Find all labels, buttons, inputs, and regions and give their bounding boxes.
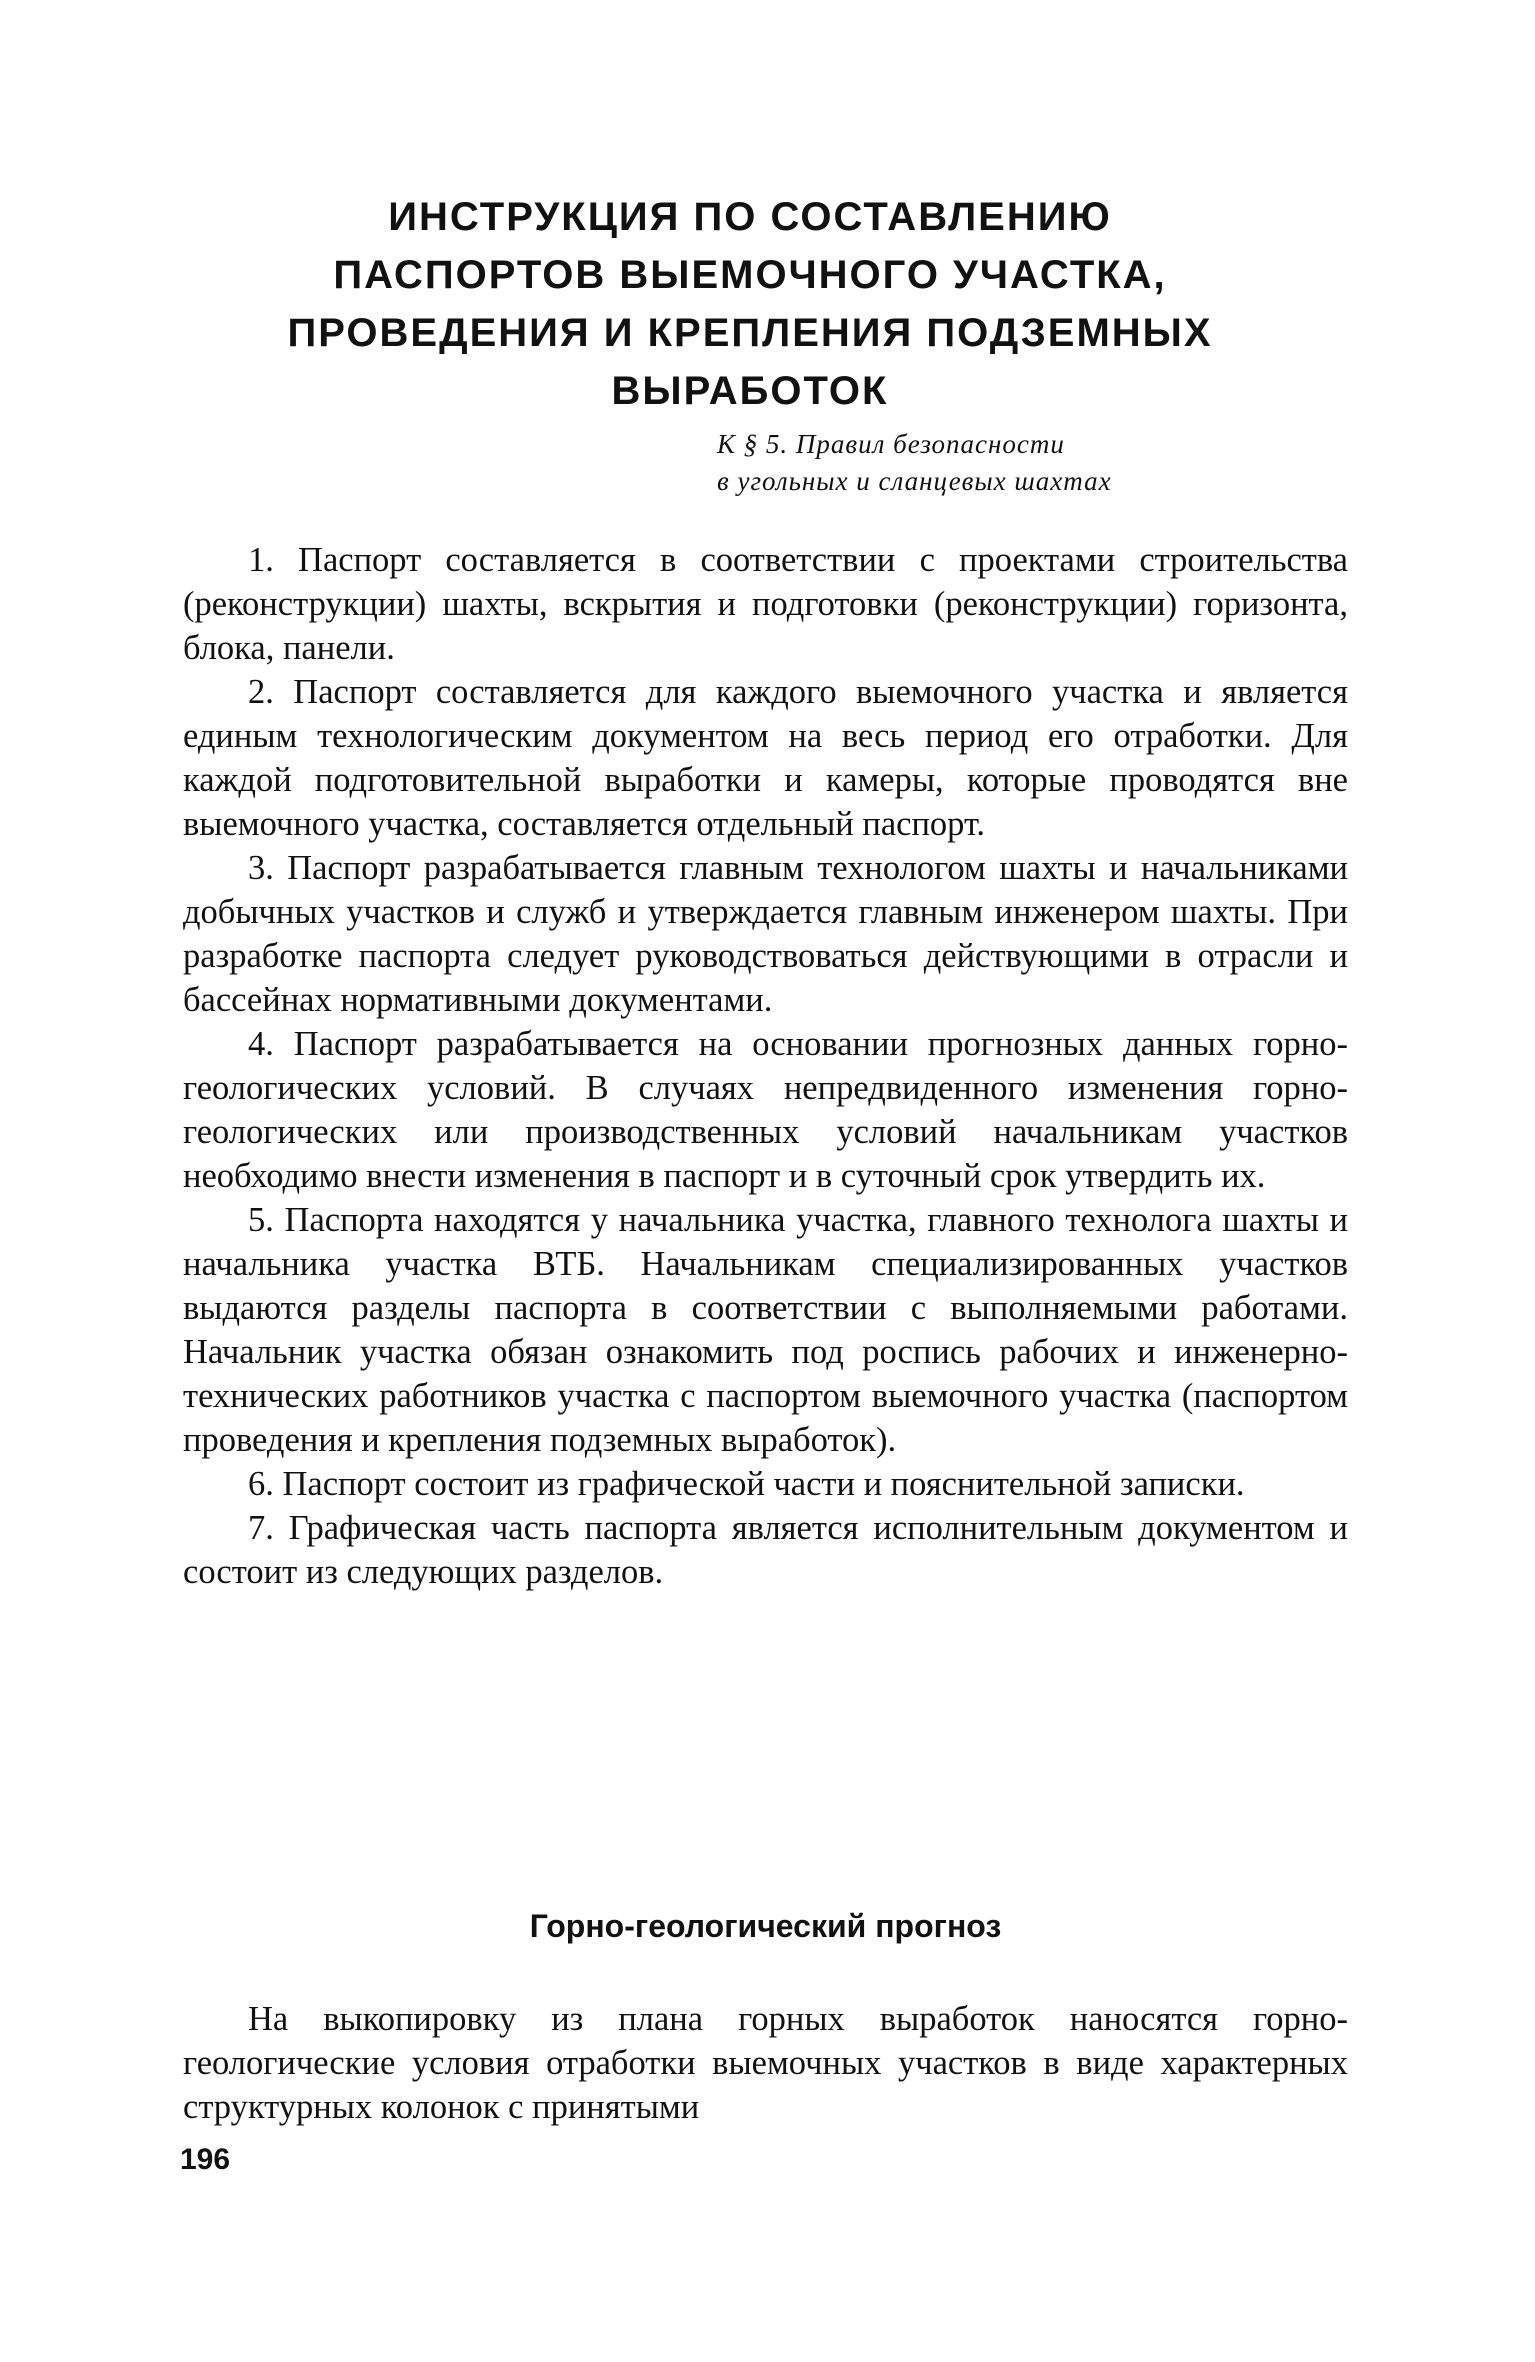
document-title [150,188,1350,420]
paragraph-5: 5. Паспорта находятся у начальника участка, главного технолога шахты и начальника участка ВТБ. Начальникам специализированных участков выдаются разделы паспорта в соответствии с выполняемыми работами. Начальник участка обязан ознакомить под роспись рабочих и инженерно-технических работников участка с паспортом выемочного участка (паспортом проведения и крепления подземных выработок). [183,1201,1348,1459]
epigraph [717,426,1317,500]
paragraph-1: 1. Паспорт составляется в соответствии с проектами строительства (реконструкции) шахты, вскрытия и подготовки (реконструкции) горизонта, блока, панели. [183,541,1348,667]
paragraph-3: 3. Паспорт разрабатывается главным технологом шахты и начальниками добычных участков и служб и утверждается главным инженером шахты. При разработке паспорта следует руководствоваться действующими в отрасли и бассейнах нормативными документами. [183,849,1348,1019]
paragraph-7: 7. Графическая часть паспорта является исполнительным документом и состоит из следующих разделов. [183,1509,1348,1591]
paragraph-6: 6. Паспорт состоит из графической части и пояснительной записки. [248,1465,1245,1503]
page-number: 196 [180,2143,231,2176]
title-line: ИНСТРУКЦИЯ ПО СОСТАВЛЕНИЮ [388,195,1112,239]
paragraph-4: 4. Паспорт разрабатывается на основании прогнозных данных горно-геологических условий. В случаях непредвиденного изменения горно-геологических или производственных условий начальникам участков необходимо внести изменения в паспорт и в суточный срок утвердить их. [183,1025,1348,1195]
body-text [183,538,1348,1594]
closing-paragraph: На выкопировку из плана горных выработок наносятся горно-геологические условия отработки выемочных участков в виде характерных структурных колонок с принятыми [183,2000,1348,2126]
title-line: ВЫРАБОТОК [611,369,889,413]
epigraph-line: К § 5. Правил безопасности [717,429,1065,459]
section-heading: Горно-геологический прогноз [529,1908,1002,1944]
title-line: ПАСПОРТОВ ВЫЕМОЧНОГО УЧАСТКА, [333,253,1167,297]
title-line: ПРОВЕДЕНИЯ И КРЕПЛЕНИЯ ПОДЗЕМНЫХ [287,311,1213,355]
epigraph-line: в угольных и сланцевых шахтах [717,466,1112,496]
paragraph-2: 2. Паспорт составляется для каждого выемочного участка и является единым технологическим документом на весь период его отработки. Для каждой подготовительной выработки и камеры, которые проводятся вне выемочного участка, составляется отдельный паспорт. [183,673,1348,843]
